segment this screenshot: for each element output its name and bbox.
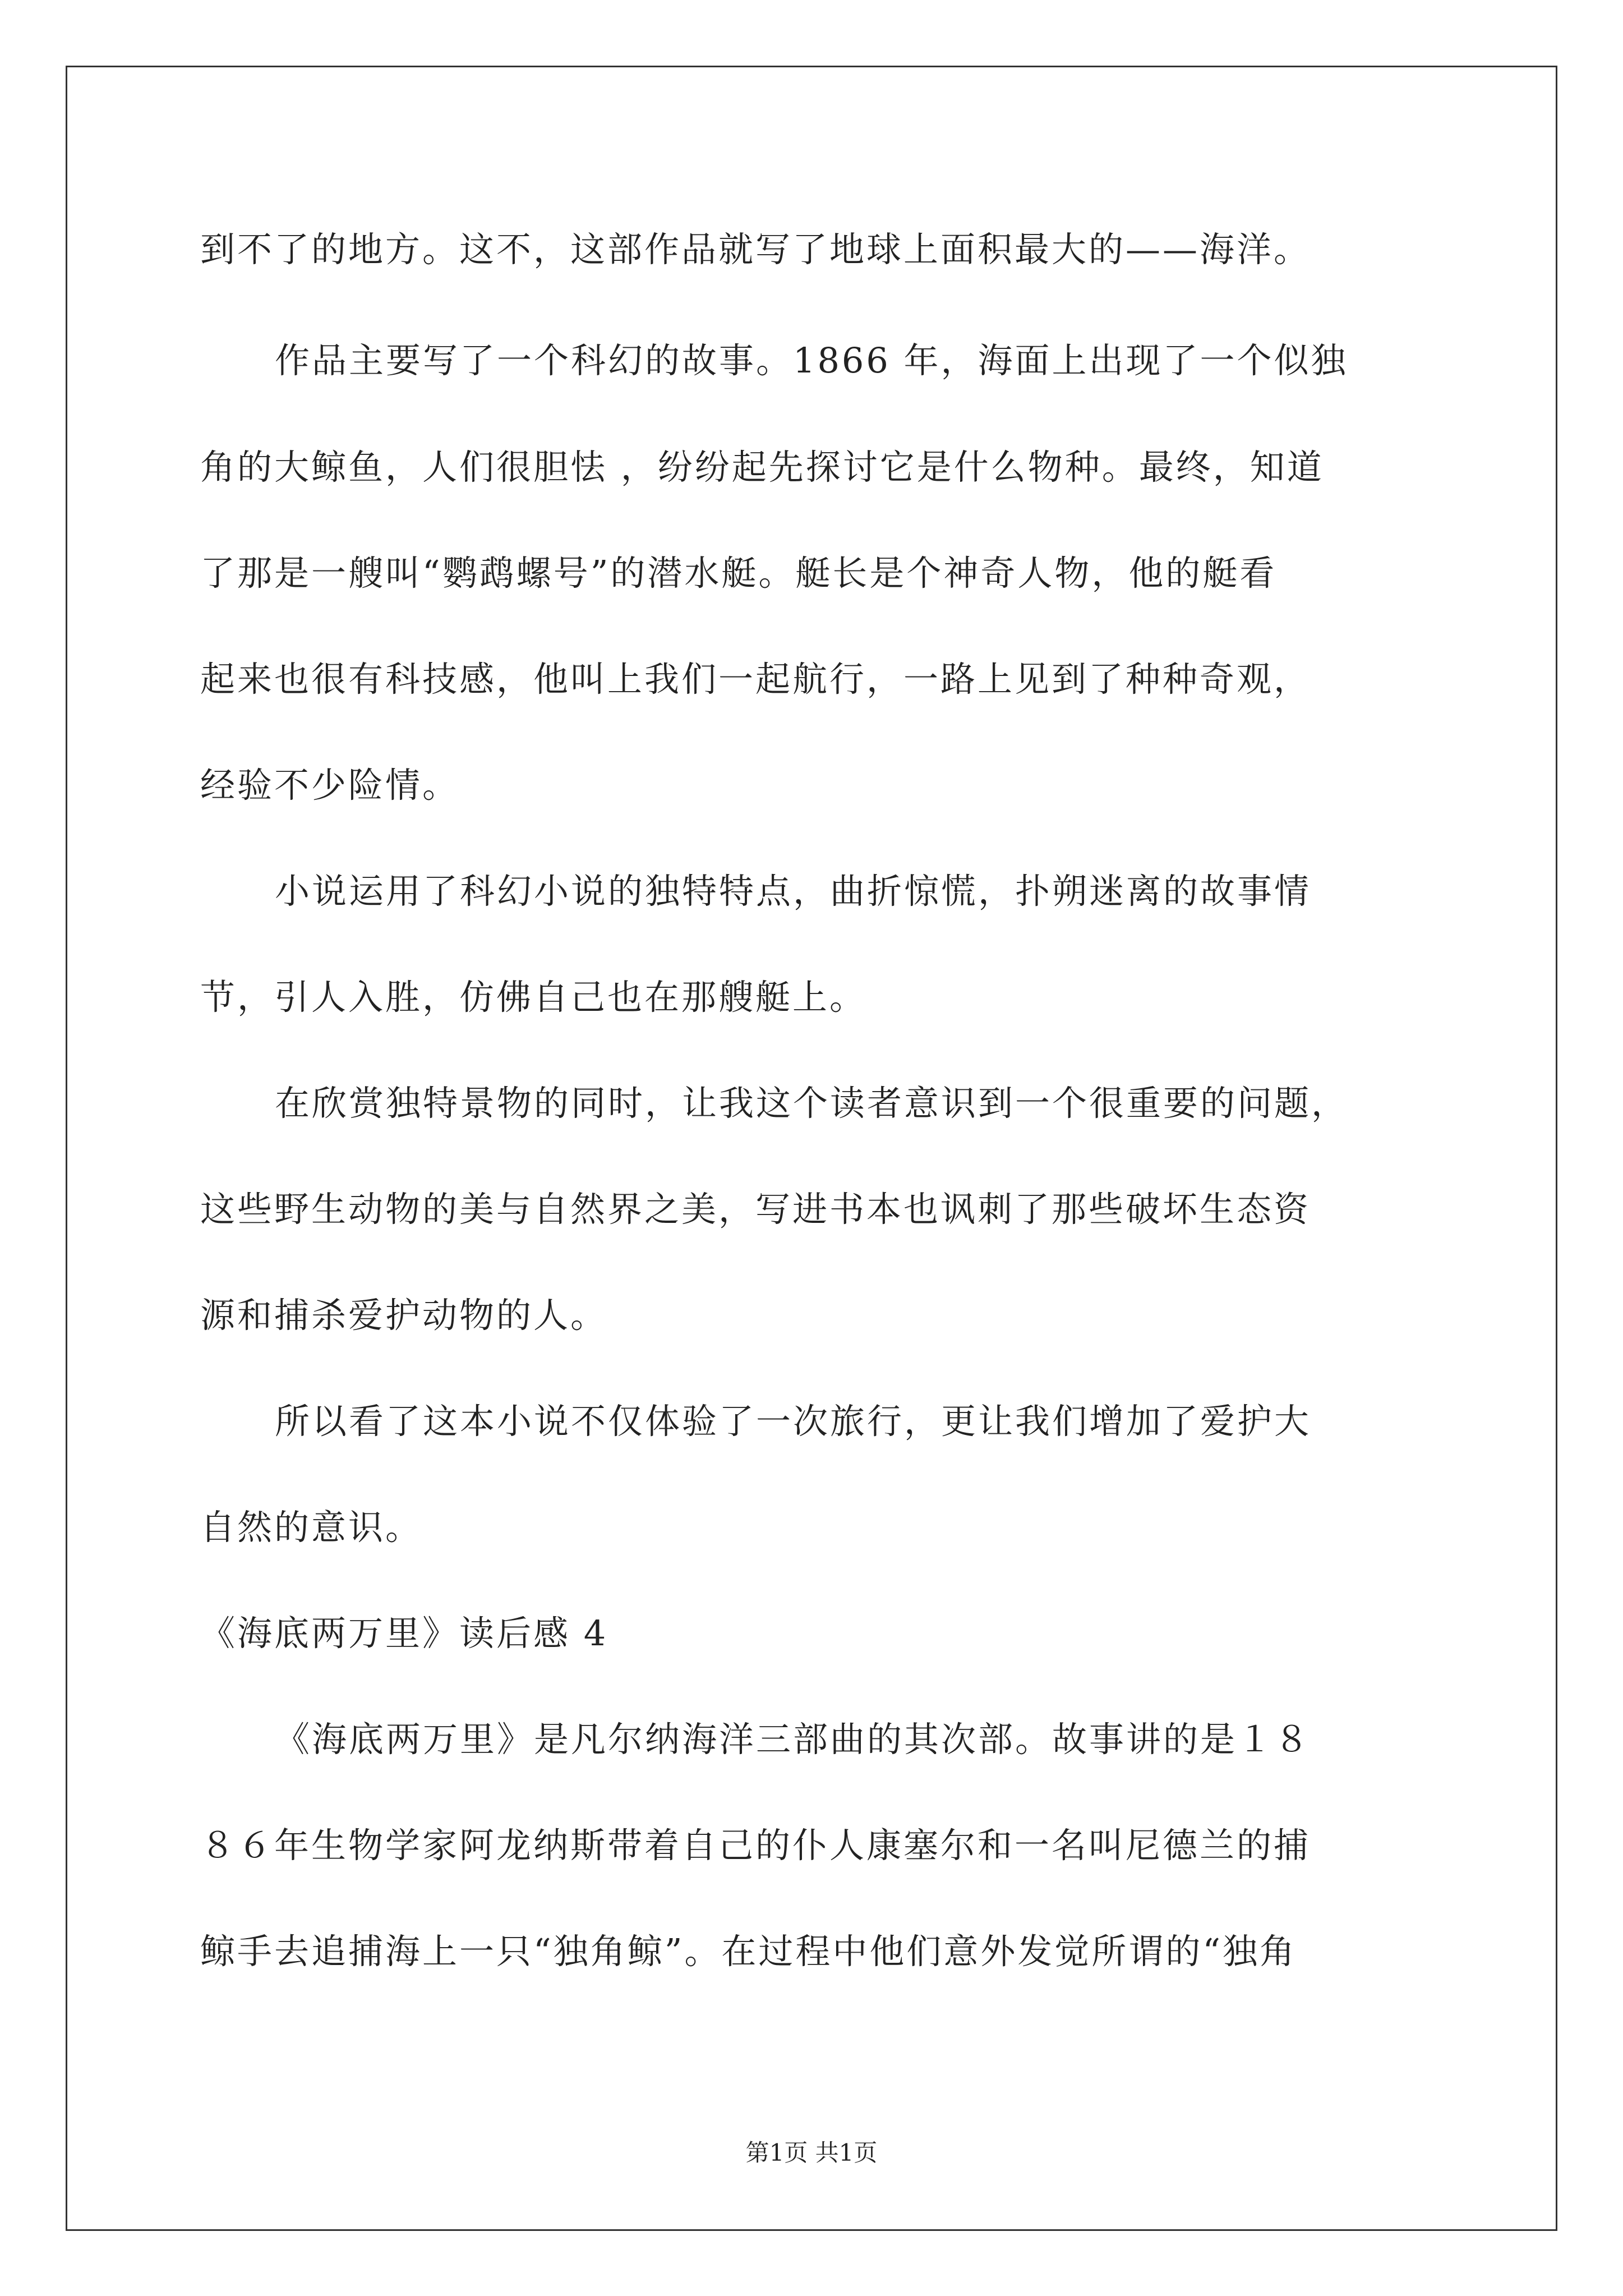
page-number-footer: 第1页 共1页 — [745, 2139, 878, 2166]
text-line: 鲸手去追捕海上一只“独角鲸”。在过程中他们意外发觉所谓的“独角 — [200, 1931, 1297, 1972]
text-line: 自然的意识。 — [200, 1507, 423, 1548]
text-line: 角的大鲸鱼，人们很胆怯 ，纷纷起先探讨它是什么物种。最终，知道 — [200, 447, 1324, 487]
text-line: ８６年生物学家阿龙纳斯带着自己的仆人康塞尔和一名叫尼德兰的捕 — [200, 1825, 1311, 1866]
paragraph-start: 《海底两万里》是凡尔纳海洋三部曲的其次部。故事讲的是１８ — [275, 1719, 1312, 1760]
paragraph-start: 所以看了这本小说不仅体验了一次旅行，更让我们增加了爱护大 — [275, 1401, 1312, 1442]
page-border — [66, 66, 1557, 2231]
text-line: 到不了的地方。这不，这部作品就写了地球上面积最大的——海洋。 — [200, 229, 1311, 270]
text-line: 这些野生动物的美与自然界之美，写进书本也讽刺了那些破坏生态资 — [200, 1189, 1311, 1230]
paragraph-start: 作品主要写了一个科幻的故事。1866 年，海面上出现了一个似独 — [275, 340, 1348, 381]
text-line: 节，引人入胜，仿佛自己也在那艘艇上。 — [200, 977, 867, 1018]
text-line: 了那是一艘叫“鹦鹉螺号”的潜水艇。艇长是个神奇人物，他的艇看 — [200, 553, 1277, 593]
paragraph-start: 在欣赏独特景物的同时，让我这个读者意识到一个很重要的问题， — [275, 1083, 1349, 1124]
text-line: 起来也很有科技感，他叫上我们一起航行，一路上见到了种种奇观， — [200, 659, 1311, 700]
paragraph-start: 小说运用了科幻小说的独特特点，曲折惊慌，扑朔迷离的故事情 — [275, 871, 1312, 912]
section-heading: 《海底两万里》读后感 4 — [200, 1613, 608, 1654]
text-line: 经验不少险情。 — [200, 765, 460, 806]
text-line: 源和捕杀爱护动物的人。 — [200, 1295, 608, 1336]
